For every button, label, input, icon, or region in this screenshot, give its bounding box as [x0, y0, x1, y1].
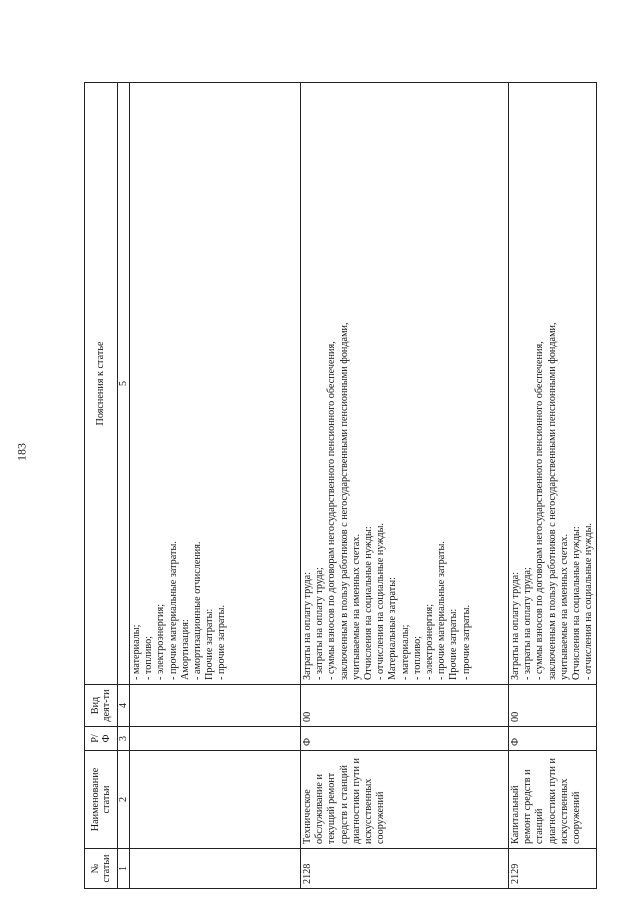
cell-explanation	[130, 83, 301, 685]
header-vid-line-1: Вид	[89, 696, 101, 715]
explanation-line: - топливо;	[411, 635, 423, 680]
cell-vid: 00	[301, 685, 509, 727]
cell-num: 2129	[509, 849, 597, 889]
header-num	[85, 849, 118, 889]
explanation-line: - затраты на оплату труда;	[314, 567, 326, 680]
cell-name	[130, 751, 301, 849]
cell-num: 2128	[301, 849, 509, 889]
column-index: 3	[118, 727, 130, 751]
explanation-line: - топливо;	[143, 635, 155, 680]
explanation-line: - амортизационные отчисления.	[192, 541, 204, 680]
explanation-line: - прочие материальные затраты.	[436, 541, 448, 680]
explanation-line: - материалы;	[399, 624, 411, 680]
column-index: 2	[118, 751, 130, 849]
cell-rf: Ф	[509, 727, 597, 751]
explanation-line: - электроэнергия;	[155, 603, 167, 680]
articles-table	[84, 82, 597, 889]
cell-rf	[130, 727, 301, 751]
explanation-line: заключенным в пользу работников с негосударственными пенсионными фондами,	[546, 322, 558, 680]
header-num-line-2: статьи	[101, 854, 112, 883]
explanation-line: - отчисления на социальные нужды.	[583, 523, 595, 680]
rotated-table-container	[84, 83, 595, 889]
explanation-line: - отчисления на социальные нужды.	[375, 523, 387, 680]
explanation-line: - электроэнергия;	[424, 603, 436, 680]
explanation-line: - материалы;	[131, 624, 142, 680]
explanation-line: - суммы взносов по договорам негосударственного пенсионного обеспечения,	[326, 341, 338, 680]
cell-explanation	[509, 83, 597, 685]
header-explanation: Пояснения к статье	[85, 83, 118, 685]
explanation-line: Отчисления на социальные нужды:	[571, 526, 583, 680]
explanation-line: - прочие затраты.	[460, 604, 472, 680]
explanation-line: заключенным в пользу работников с негосударственными пенсионными фондами,	[338, 322, 350, 680]
explanation-line: Затраты на оплату труда:	[302, 571, 313, 680]
explanation-line: - прочие затраты.	[216, 604, 228, 680]
column-index: 5	[118, 83, 130, 685]
cell-vid: 00	[509, 685, 597, 727]
cell-name: Капитальный ремонт средств и станций диагностики пути и искусственных сооружений	[509, 751, 597, 849]
header-rf-line-1: Р/	[89, 734, 101, 743]
cell-explanation	[301, 83, 509, 685]
cell-vid	[130, 685, 301, 727]
column-index: 4	[118, 685, 130, 727]
explanation-line: - прочие материальные затраты.	[167, 541, 179, 680]
table-row	[130, 83, 301, 889]
explanation-line: учитываемые на именных счетах.	[350, 533, 362, 680]
header-num-line-1: №	[89, 863, 101, 874]
explanation-line: Амортизация:	[179, 619, 191, 680]
explanation-line: - суммы взносов по договорам негосударственного пенсионного обеспечения,	[534, 341, 546, 680]
explanation-line: Прочие затраты:	[204, 608, 216, 680]
column-index: 1	[118, 849, 130, 889]
page-number: 183	[14, 443, 29, 461]
column-index-row	[118, 83, 130, 889]
cell-num	[130, 849, 301, 889]
explanation-line: Затраты на оплату труда:	[510, 571, 521, 680]
header-name: Наименование статьи	[85, 751, 118, 849]
header-rf-line-2: Ф	[101, 734, 112, 743]
explanation-line: Отчисления на социальные нужды:	[363, 526, 375, 680]
explanation-line: учитываемые на именных счетах.	[558, 533, 570, 680]
explanation-line: Материальные затраты:	[387, 577, 399, 680]
header-vid-line-2: деят-ти	[101, 689, 112, 722]
header-vid	[85, 685, 118, 727]
table-header-row	[85, 83, 118, 889]
header-rf	[85, 727, 118, 751]
cell-name: Техническое обслуживание и текущий ремонт средств и станций диагностики пути и искусственных сооружений	[301, 751, 509, 849]
explanation-line: Прочие затраты:	[448, 608, 460, 680]
explanation-line: - затраты на оплату труда;	[522, 567, 534, 680]
table-row	[509, 83, 597, 889]
cell-rf: Ф	[301, 727, 509, 751]
table-row	[301, 83, 509, 889]
